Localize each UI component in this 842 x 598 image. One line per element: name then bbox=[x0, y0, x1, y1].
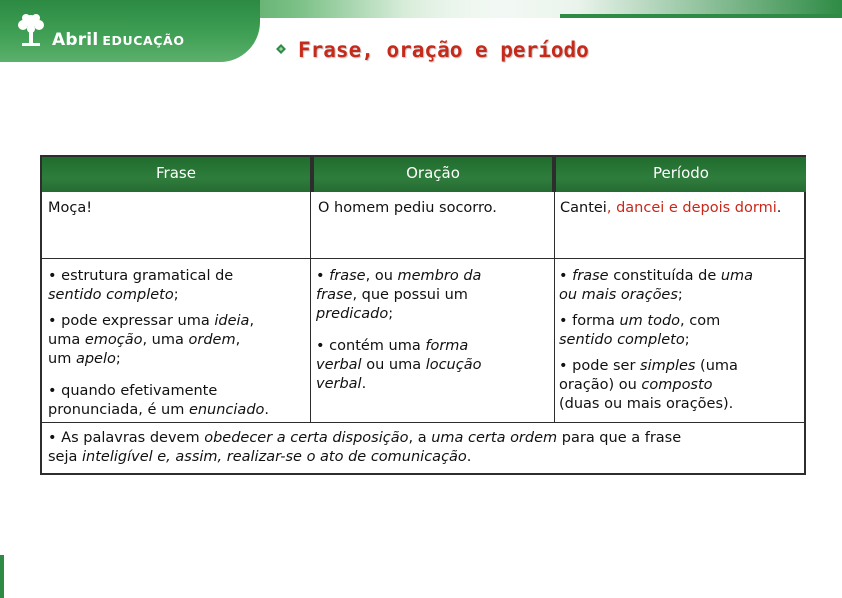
header-strip bbox=[560, 14, 842, 18]
header-periodo: Período bbox=[556, 157, 806, 192]
oracao-point: • contém uma forma verbal ou uma locução verbal. bbox=[316, 338, 482, 392]
header-oracao: Oração bbox=[314, 157, 552, 192]
oracao-description bbox=[316, 267, 552, 394]
frase-point: • pode expressar uma ideia, uma emoção, uma ordem, um apelo; bbox=[48, 313, 255, 367]
row-divider bbox=[42, 422, 804, 423]
tree-icon bbox=[14, 12, 48, 48]
example-oracao: O homem pediu socorro. bbox=[318, 200, 497, 216]
oracao-point: • frase, ou membro da frase, que possui um predicado; bbox=[316, 268, 482, 322]
comparison-table bbox=[40, 155, 806, 475]
footer-note: • As palavras devem obedecer a certa disposição, a uma certa ordem para que a frase seja inteligível e, assim, realizar-se o ato de comunicação. bbox=[48, 430, 682, 465]
example-periodo: Cantei, dancei e depois dormi. bbox=[560, 200, 782, 216]
bullet-icon bbox=[276, 44, 286, 54]
column-divider bbox=[310, 192, 311, 422]
frase-description bbox=[48, 267, 310, 420]
periodo-description bbox=[559, 267, 805, 414]
frase-point: • estrutura gramatical de sentido completo; bbox=[48, 268, 234, 303]
logo-name: Abril bbox=[52, 30, 99, 50]
example-frase: Moça! bbox=[48, 200, 93, 216]
page-title: Frase, oração e período bbox=[298, 38, 589, 62]
column-divider bbox=[554, 192, 555, 422]
logo-text bbox=[52, 30, 185, 50]
frase-point: • quando efetivamente pronunciada, é um enunciado. bbox=[48, 383, 269, 418]
header-frase: Frase bbox=[42, 157, 310, 192]
header-divider bbox=[310, 157, 314, 192]
row-divider bbox=[42, 258, 804, 259]
logo bbox=[0, 0, 260, 62]
logo-sub: EDUCAÇÃO bbox=[102, 33, 185, 48]
bottom-accent bbox=[0, 555, 4, 598]
periodo-point: • frase constituída de uma ou mais orações; bbox=[559, 268, 754, 303]
periodo-point: • forma um todo, com sentido completo; bbox=[559, 313, 721, 348]
header-divider bbox=[552, 157, 556, 192]
periodo-point: • pode ser simples (uma oração) ou composto (duas ou mais orações). bbox=[559, 358, 738, 412]
